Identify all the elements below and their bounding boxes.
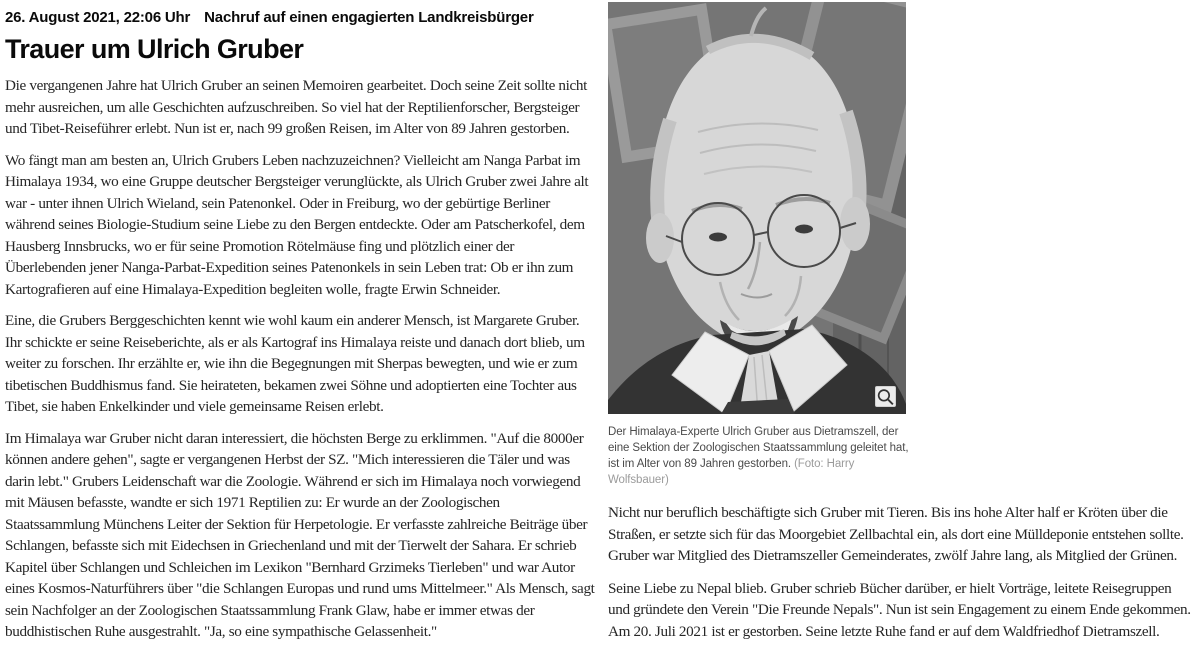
article-body-left xyxy=(5,75,597,643)
article-paragraph: Wo fängt man am besten an, Ulrich Grubers Leben nachzuzeichnen? Vielleicht am Nanga Parbat im Himalaya 1934, wo eine Gruppe deutscher Bergsteiger verunglückte, als Ulrich Gruber zwei Jahre alt war - unter ihnen Ulrich Wieland, sein Patenonkel. Oder in Freiburg, wo der gebürtige Berliner während seines Biologie-Studium seine Liebe zu den Bergen entdeckte. Oder am Patscherkofel, dem Hausberg Innsbrucks, wo er für seine Promotion Rötelmäuse fing und plötzlich einer der Überlebenden jener Nanga-Parbat-Expedition seines Patenonkels in sein Leben trat: Ob er ihn zum Kartografieren auf eine Himalaya-Expedition begleiten wolle, fragte Erwin Schneider. xyxy=(5,151,589,298)
article-figure xyxy=(608,2,1195,488)
portrait-photo-graphic xyxy=(608,2,906,414)
article-paragraph: Die vergangenen Jahre hat Ulrich Gruber an seinen Memoiren gearbeitet. Doch seine Zeit sollte nicht mehr ausreichen, um alle Geschichten aufzuschreiben. So viel hat der Reptilienforscher, Bergsteiger und Tibet-Reiseführer erlebt. Nun ist er, nach 99 großen Reisen, im Alter von 89 Jahren gestorben. xyxy=(5,77,588,137)
article-body-right xyxy=(608,502,1195,642)
kicker xyxy=(5,9,597,26)
article-paragraph: Seine Liebe zu Nepal blieb. Gruber schrieb Bücher darüber, er hielt Vorträge, leitete Reisegruppen und gründete den Verein "Die Freunde Nepals". Nun ist sein Engagement zu einem Ende gekommen. Am 20. Juli 2021 ist er gestorben. Seine letzte Ruhe fand er auf dem Waldfriedhof Dietramszell. xyxy=(608,579,1191,640)
image-caption xyxy=(608,424,910,488)
article-paragraph: Im Himalaya war Gruber nicht daran interessiert, die höchsten Berge zu erklimmen. "Auf die 8000er können andere gehen", sagte er vergangenen Herbst der SZ. "Mich interessieren die Täler und was darin lebt." Grubers Leidenschaft war die Zoologie. Während er sich im Himalaya noch vorwiegend mit Mäusen befasste, wandte er sich 1971 Reptilien zu: Er wurde an der Zoologischen Staatssammlung Münchens Leiter der Sektion für Herpetologie. Er verfasste zahlreiche Beiträge über Schlangen, befasste sich mit Eidechsen in Griechenland und mit der Tierwelt der Sahara. Er schrieb Kapitel über Schlangen und Schleichen im Lexikon "Bernhard Grzimeks Tierleben" und war Autor eines Kosmos-Naturführers über "die Schlangen Europas und rund ums Mittelmeer." Als Mensch, sagt sein Nachfolger an der Zoologischen Staatssammlung Frank Glaw, habe er immer etwas der buddhistischen Ruhe ausgestrahlt. "Ja, so eine sympathische Gelassenheit." xyxy=(5,429,595,640)
article-right-column xyxy=(608,0,1195,653)
image-credit: (Foto: Harry Wolfsbauer) xyxy=(608,458,855,486)
kicker-label: Nachruf auf einen engagierten Landkreisbürger xyxy=(204,9,534,26)
article-paragraph: Nicht nur beruflich beschäftigte sich Gruber mit Tieren. Bis ins hohe Alter half er Kröten über die Straßen, er setzte sich für das Moorgebiet Zellbachtal ein, als dort eine Mülldeponie entstehen sollte. Gruber war Mitglied des Dietramszeller Gemeinderates, zwölf Jahre lang, als Mitglied der Grünen. xyxy=(608,504,1184,564)
article-left-column xyxy=(5,0,597,653)
magnifier-icon xyxy=(876,191,895,415)
article-paragraph: Eine, die Grubers Berggeschichten kennt wie wohl kaum ein anderer Mensch, ist Margarete Gruber. Ihr schickte er seine Reiseberichte, als er als Kartograf ins Himalaya reiste und danach dort blieb, um weiter zu forschen. Ihr erzählte er, wie ihn die Begegnungen mit Sherpas bewegten, und wie er zum tibetischen Buddhismus fand. Sie heirateten, bekamen zwei Söhne und adoptierten eine Tochter aus Tibet, sie haben Enkelkinder und viele gemeinsame Reisen erlebt. xyxy=(5,312,585,415)
page-title: Trauer um Ulrich Gruber xyxy=(5,34,304,64)
image-caption-text: Der Himalaya-Experte Ulrich Gruber aus Dietramszell, der eine Sektion der Zoologischen Staatssammlung geleitet hat, ist im Alter von 89 Jahren gestorben. xyxy=(608,426,909,470)
image-zoom-button[interactable] xyxy=(875,386,896,407)
kicker-date: 26. August 2021, 22:06 Uhr xyxy=(5,9,191,26)
portrait-photo[interactable] xyxy=(608,2,906,414)
